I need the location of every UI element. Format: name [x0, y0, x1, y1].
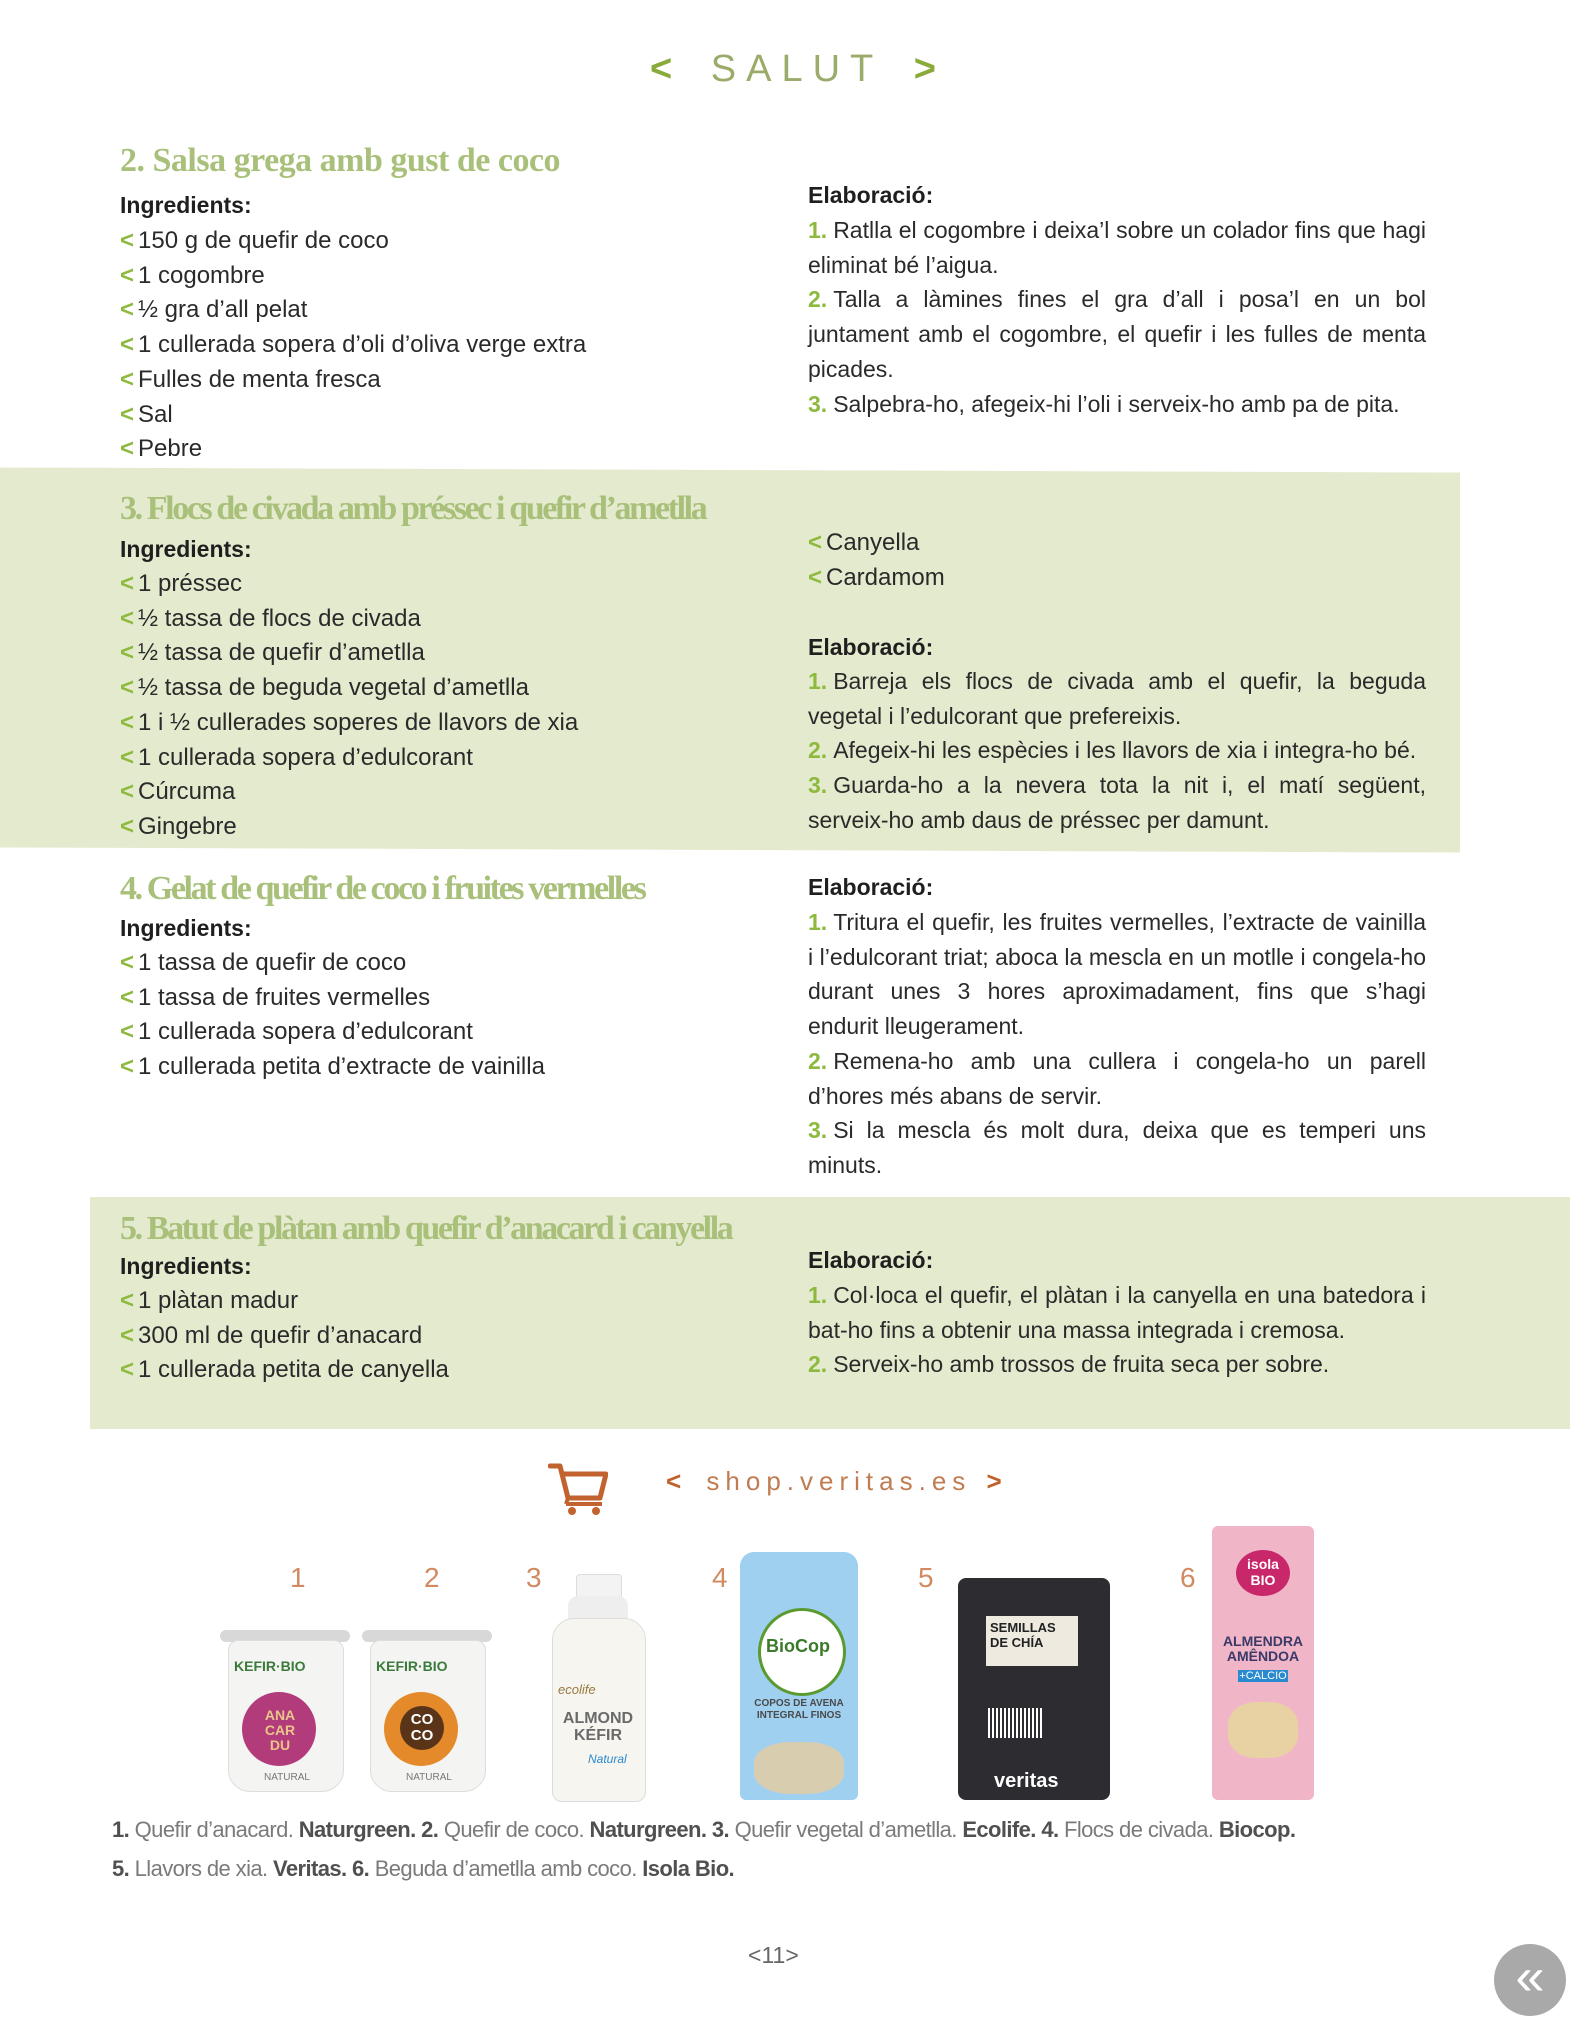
ingredient-text: 1 cullerada sopera d’edulcorant — [138, 743, 473, 771]
package-name: COPOS DE AVENA INTEGRAL FINOS — [754, 1698, 844, 1721]
ingredient-text: 1 cullerada petita d’extracte de vainilla — [138, 1053, 545, 1081]
bullet-chevron-icon: < — [120, 1018, 135, 1046]
step-number: 2. — [808, 1047, 828, 1074]
step-list — [808, 1278, 1426, 1382]
product-image-almond-kefir[interactable] — [552, 1574, 644, 1800]
ingredient-text: ½ tassa de flocs de civada — [138, 604, 421, 632]
ingredient-item — [120, 706, 578, 741]
ingredients-heading: Ingredients: — [120, 915, 252, 941]
package-brand: ecolife — [558, 1682, 596, 1697]
ingredient-list — [120, 567, 578, 845]
ingredient-list — [120, 224, 586, 467]
ingredient-text: Cardamom — [826, 563, 945, 591]
ingredient-item — [120, 567, 578, 602]
ingredient-text: 1 tassa de fruites vermelles — [138, 983, 431, 1011]
step-number: 2. — [808, 737, 828, 764]
bullet-chevron-icon: < — [808, 563, 823, 591]
ingredient-text: ½ tassa de beguda vegetal d’ametlla — [138, 674, 529, 702]
ingredient-text: 300 ml de quefir d’anacard — [138, 1321, 423, 1349]
package-name: ANA CAR DU — [264, 1707, 296, 1753]
ingredient-item — [120, 363, 586, 398]
ingredient-item — [120, 636, 578, 671]
ingredient-text: Cúrcuma — [138, 778, 236, 806]
caption-number: 5. — [112, 1856, 130, 1881]
ingredient-item — [120, 328, 586, 363]
step-number: 3. — [808, 390, 828, 417]
ingredient-text: ½ gra d’all pelat — [138, 296, 308, 324]
step-item — [808, 1347, 1426, 1382]
package-brand: veritas — [994, 1770, 1059, 1792]
ingredient-text: Canyella — [826, 529, 920, 556]
caption-description: Quefir de coco. — [443, 1817, 585, 1842]
header-right-chevron: > — [913, 48, 936, 90]
product-number: 2 — [424, 1562, 440, 1593]
ingredient-item — [120, 259, 586, 294]
ingredient-item — [120, 293, 586, 328]
caption-number: 6. — [352, 1856, 370, 1881]
bullet-chevron-icon: < — [120, 570, 135, 597]
ingredient-text: Sal — [138, 400, 173, 428]
bullet-chevron-icon: < — [120, 365, 135, 393]
caption-line — [112, 1849, 1462, 1888]
bullet-chevron-icon: < — [120, 639, 135, 667]
ingredient-text: Fulles de menta fresca — [138, 365, 381, 393]
ingredient-item — [120, 1050, 545, 1085]
package-brand: KEFIR·BIO — [376, 1658, 448, 1674]
bullet-chevron-icon: < — [808, 529, 823, 556]
ingredient-text: 1 préssec — [138, 570, 243, 597]
ingredient-item — [120, 602, 578, 637]
bullet-chevron-icon: < — [120, 743, 135, 771]
step-item — [808, 1278, 1426, 1347]
package-subtitle: NATURAL — [406, 1772, 452, 1783]
ingredient-text: 1 cullerada sopera d’edulcorant — [138, 1018, 473, 1046]
step-text: Si la mescla és molt dura, deixa que es temperi uns minuts. — [808, 1117, 1426, 1178]
package-brand: isola BIO — [1247, 1556, 1279, 1588]
product-number: 4 — [712, 1562, 728, 1593]
step-number: 3. — [808, 1117, 828, 1144]
back-button[interactable] — [1494, 1944, 1566, 2016]
bullet-chevron-icon: < — [120, 674, 135, 702]
step-item — [808, 905, 1426, 1044]
caption-brand: Naturgreen. — [298, 1817, 416, 1842]
elaboration-heading: Elaboració: — [808, 182, 934, 208]
step-item — [808, 1113, 1426, 1182]
product-number: 3 — [526, 1562, 542, 1593]
bullet-chevron-icon: < — [120, 400, 135, 428]
bullet-chevron-icon: < — [120, 435, 135, 463]
bullet-chevron-icon: < — [120, 261, 135, 289]
bullet-chevron-icon: < — [120, 604, 135, 632]
shop-link[interactable] — [666, 1466, 1002, 1497]
step-text: Guarda-ho a la nevera tota la nit i, el matí següent, serveix-ho amb daus de préssec per damunt. — [808, 772, 1426, 833]
recipe-title: 5. Batut de plàtan amb quefir d’anacard i canyella — [120, 1210, 732, 1247]
ingredient-text: 1 i ½ cullerades soperes de llavors de xia — [138, 708, 579, 736]
pager-right-chevron[interactable]: > — [785, 1942, 799, 1968]
bullet-chevron-icon: < — [120, 296, 135, 324]
bullet-chevron-icon: < — [120, 227, 135, 254]
package-subtitle: +CALCIO — [1239, 1670, 1287, 1682]
step-number: 1. — [808, 668, 828, 694]
product-caption — [112, 1810, 1462, 1888]
package-brand: BioCop — [766, 1636, 830, 1656]
step-text: Ratlla el cogombre i deixa’l sobre un colador fins que hagi eliminat bé l’aigua. — [808, 217, 1426, 278]
bullet-chevron-icon: < — [120, 1356, 135, 1384]
ingredient-text: 1 cullerada sopera d’oli d’oliva verge extra — [138, 331, 587, 359]
ingredient-item — [120, 810, 578, 845]
caption-description: Quefir vegetal d’ametlla. — [734, 1817, 957, 1842]
caption-description: Quefir d’anacard. — [134, 1817, 294, 1842]
bullet-chevron-icon: < — [120, 778, 135, 806]
caption-brand: Isola Bio. — [642, 1856, 735, 1881]
step-text: Salpebra-ho, afegeix-hi l’oli i serveix-ho amb pa de pita. — [833, 390, 1400, 417]
package-subtitle: NATURAL — [264, 1772, 310, 1783]
product-number: 1 — [290, 1562, 306, 1593]
ingredients-heading: Ingredients: — [120, 1253, 252, 1279]
bullet-chevron-icon: < — [120, 1321, 135, 1349]
step-text: Afegeix-hi les espècies i les llavors de xia i integra-ho bé. — [833, 737, 1417, 764]
step-text: Talla a làmines fines el gra d’all i posa’l en un bol juntament amb el cogombre, el quefir i les fulles de menta picades. — [808, 286, 1426, 382]
ingredient-item — [120, 741, 578, 776]
ingredient-item — [120, 671, 578, 706]
bullet-chevron-icon: < — [120, 708, 135, 736]
caption-description: Beguda d’ametlla amb coco. — [374, 1856, 637, 1881]
ingredient-item — [120, 224, 586, 259]
ingredient-text: Gingebre — [138, 812, 237, 840]
ingredient-list-continued — [808, 526, 945, 595]
shop-left-chevron: < — [666, 1466, 682, 1496]
elaboration-heading: Elaboració: — [808, 634, 934, 660]
ingredient-item — [120, 981, 545, 1016]
ingredient-item — [808, 561, 945, 596]
product-image-veritas-chia-seeds[interactable] — [958, 1578, 1110, 1800]
product-image-anacard-kefir[interactable] — [220, 1630, 350, 1790]
ingredient-text: ½ tassa de quefir d’ametlla — [138, 639, 425, 667]
step-item — [808, 768, 1426, 837]
step-list — [808, 213, 1426, 421]
caption-line — [112, 1810, 1462, 1849]
ingredient-item — [120, 1015, 545, 1050]
shop-url[interactable]: shop.veritas.es — [706, 1466, 972, 1496]
ingredient-item — [120, 1284, 449, 1319]
step-number: 1. — [808, 909, 828, 935]
recipe-title: 4. Gelat de quefir de coco i fruites vermelles — [120, 870, 645, 907]
caption-brand: Ecolife. — [962, 1817, 1036, 1842]
elaboration-heading: Elaboració: — [808, 874, 934, 900]
shopping-cart-icon[interactable] — [548, 1460, 608, 1516]
step-list — [808, 664, 1426, 838]
double-chevron-left-icon: « — [1515, 1948, 1545, 2006]
product-image-coco-kefir[interactable] — [362, 1630, 492, 1790]
bullet-chevron-icon: < — [120, 983, 135, 1011]
bullet-chevron-icon: < — [120, 1053, 135, 1081]
bullet-chevron-icon: < — [120, 331, 135, 359]
step-item — [808, 664, 1426, 733]
package-name: ALMOND KÉFIR — [562, 1710, 634, 1744]
recipe-title: 2. Salsa grega amb gust de coco — [120, 142, 561, 179]
ingredient-item — [120, 432, 586, 467]
ingredient-item — [808, 526, 945, 561]
product-number: 5 — [918, 1562, 934, 1593]
ingredient-text: 1 cogombre — [138, 261, 265, 289]
caption-description: Llavors de xia. — [134, 1856, 268, 1881]
ingredient-text: 150 g de quefir de coco — [138, 227, 389, 254]
caption-number: 4. — [1041, 1817, 1059, 1842]
shop-right-chevron: > — [986, 1466, 1002, 1496]
caption-number: 3. — [711, 1817, 730, 1842]
ingredient-item — [120, 946, 545, 981]
ingredients-heading: Ingredients: — [120, 536, 252, 562]
page-number-value: 11 — [761, 1942, 786, 1968]
step-item — [808, 213, 1426, 282]
page-number — [748, 1942, 799, 1969]
bullet-chevron-icon: < — [120, 1287, 135, 1314]
caption-number: 1. — [112, 1817, 130, 1842]
pager-left-chevron[interactable]: < — [748, 1942, 762, 1968]
bullet-chevron-icon: < — [120, 812, 135, 840]
step-item — [808, 282, 1426, 386]
step-number: 1. — [808, 217, 828, 243]
header-left-chevron: < — [649, 48, 673, 90]
package-name: CO CO — [410, 1711, 434, 1744]
step-number: 3. — [808, 772, 828, 799]
step-text: Barreja els flocs de civada amb el quefir, la beguda vegetal i l’edulcorant que prefereixis. — [808, 668, 1426, 729]
ingredient-text: 1 plàtan madur — [138, 1287, 299, 1314]
ingredient-text: 1 tassa de quefir de coco — [138, 949, 407, 976]
bullet-chevron-icon: < — [120, 949, 135, 976]
package-name: ALMENDRA AMÊNDOA — [1222, 1633, 1304, 1664]
recipe-title: 3. Flocs de civada amb préssec i quefir d’ametlla — [120, 490, 706, 527]
ingredient-text: 1 cullerada petita de canyella — [138, 1356, 449, 1384]
package-subtitle: Natural — [588, 1752, 627, 1766]
step-text: Col·loca el quefir, el plàtan i la canyella en una batedora i bat-ho fins a obtenir una massa integrada i cremosa. — [808, 1282, 1426, 1343]
step-text: Tritura el quefir, les fruites vermelles, l’extracte de vainilla i l’edulcorant triat; aboca la mescla en un motlle i congela-ho durant unes 3 hores aproximadament, fins que s’hagi endurit lleugerament. — [808, 909, 1426, 1040]
section-title: SALUT — [710, 48, 884, 90]
ingredient-item — [120, 775, 578, 810]
ingredient-item — [120, 398, 586, 433]
product-image-isola-almond-drink[interactable] — [1212, 1526, 1314, 1800]
product-number: 6 — [1180, 1562, 1196, 1593]
ingredient-item — [120, 1353, 449, 1388]
package-brand: KEFIR·BIO — [234, 1658, 306, 1674]
step-item — [808, 387, 1426, 422]
package-name: SEMILLAS DE CHÍA — [990, 1620, 1056, 1650]
step-text: Serveix-ho amb trossos de fruita seca per sobre. — [833, 1351, 1330, 1378]
ingredient-text: Pebre — [138, 435, 203, 463]
ingredient-list — [120, 946, 545, 1085]
caption-description: Flocs de civada. — [1063, 1817, 1214, 1842]
step-number: 2. — [808, 286, 828, 313]
product-image-biocop-oat-flakes[interactable] — [740, 1552, 858, 1800]
step-text: Remena-ho amb una cullera i congela-ho un parell d’hores més abans de servir. — [808, 1047, 1426, 1109]
step-item — [808, 733, 1426, 768]
step-number: 1. — [808, 1282, 828, 1308]
caption-brand: Biocop. — [1218, 1817, 1296, 1842]
step-list — [808, 905, 1426, 1183]
caption-brand: Veritas. — [273, 1856, 347, 1881]
caption-number: 2. — [421, 1817, 439, 1842]
elaboration-heading: Elaboració: — [808, 1247, 934, 1273]
ingredient-item — [120, 1319, 449, 1354]
section-header — [0, 48, 1586, 91]
ingredient-list — [120, 1284, 449, 1388]
step-item — [808, 1044, 1426, 1113]
ingredients-heading: Ingredients: — [120, 192, 252, 218]
caption-brand: Naturgreen. — [589, 1817, 707, 1842]
step-number: 2. — [808, 1351, 828, 1378]
